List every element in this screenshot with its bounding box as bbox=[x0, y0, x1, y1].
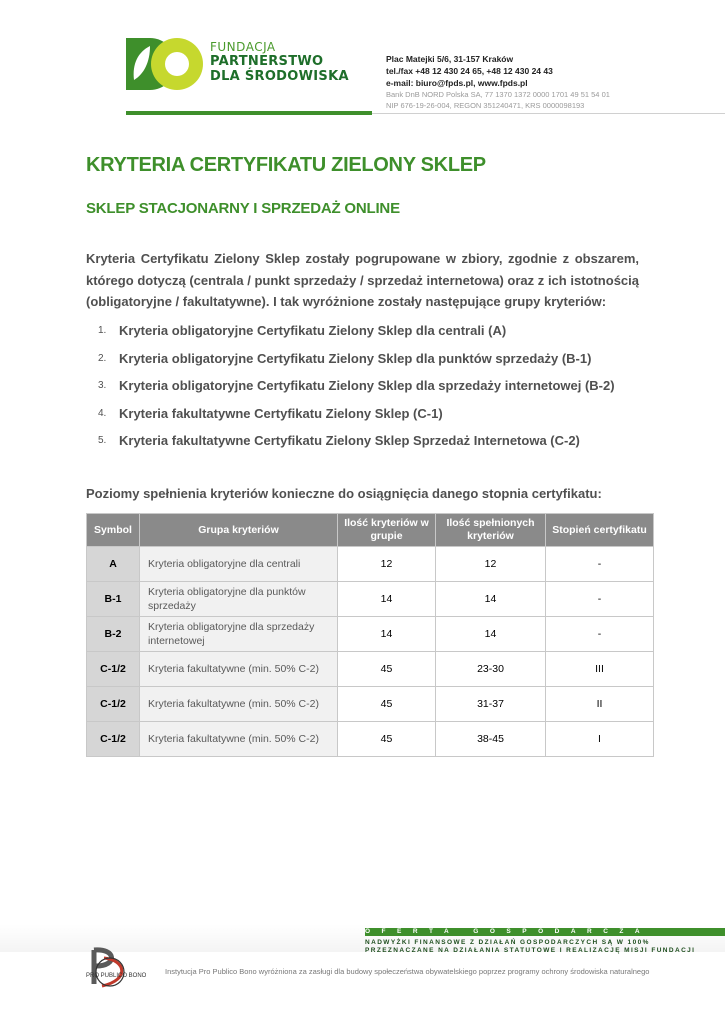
group-cell: Kryteria obligatoryjne dla punktów sprzedaży bbox=[140, 582, 338, 617]
column-header: Symbol bbox=[87, 514, 140, 547]
column-header: Ilość kryteriów w grupie bbox=[338, 514, 436, 547]
symbol-cell: C-1/2 bbox=[87, 687, 140, 722]
table-row bbox=[87, 582, 654, 617]
list-number: 3. bbox=[98, 380, 107, 392]
fulfilled-cell: 31-37 bbox=[436, 687, 546, 722]
ppb-caption: Instytucja Pro Publico Bono wyróżniona za zasługi dla budowy społeczeństwa obywatelskiego poprzez programy ochrony środowiska naturalnego bbox=[165, 967, 650, 976]
org-line-2: PARTNERSTWO bbox=[210, 54, 324, 69]
symbol-cell: B-2 bbox=[87, 617, 140, 652]
list-item bbox=[86, 427, 646, 455]
degree-cell: - bbox=[546, 617, 654, 652]
group-cell: Kryteria fakultatywne (min. 50% C-2) bbox=[140, 687, 338, 722]
org-line-3: DLA ŚRODOWISKA bbox=[210, 69, 349, 84]
group-cell: Kryteria fakultatywne (min. 50% C-2) bbox=[140, 652, 338, 687]
ppb-logo-text: PRO PUBLICO BONO bbox=[86, 973, 146, 979]
table-header-row bbox=[87, 514, 654, 547]
email-link[interactable]: e-mail: biuro@fpds.pl, www.fpds.pl bbox=[386, 78, 528, 88]
list-number: 4. bbox=[98, 407, 107, 419]
table-row bbox=[87, 687, 654, 722]
degree-cell: - bbox=[546, 582, 654, 617]
offer-label: OFERTA GOSPODARCZA bbox=[365, 928, 652, 935]
degree-cell: I bbox=[546, 722, 654, 757]
contact-block bbox=[386, 53, 610, 111]
list-item bbox=[86, 317, 646, 345]
list-item bbox=[86, 372, 646, 400]
column-header: Stopień certyfikatu bbox=[546, 514, 654, 547]
count-cell: 45 bbox=[338, 652, 436, 687]
symbol-cell: C-1/2 bbox=[87, 652, 140, 687]
criteria-groups-list bbox=[86, 317, 646, 455]
table-row bbox=[87, 722, 654, 757]
table-row bbox=[87, 652, 654, 687]
header-green-rule bbox=[126, 111, 372, 115]
count-cell: 45 bbox=[338, 722, 436, 757]
group-cell: Kryteria obligatoryjne dla sprzedaży internetowej bbox=[140, 617, 338, 652]
surplus-line-2: PRZEZNACZANE NA DZIAŁANIA STATUTOWE I REALIZACJĘ MISJI FUNDACJI bbox=[365, 947, 696, 954]
column-header: Ilość spełnionych kryteriów bbox=[436, 514, 546, 547]
degree-cell: II bbox=[546, 687, 654, 722]
foundation-name bbox=[210, 40, 349, 84]
certificate-levels-table bbox=[86, 513, 654, 757]
count-cell: 14 bbox=[338, 617, 436, 652]
degree-cell: III bbox=[546, 652, 654, 687]
column-header: Grupa kryteriów bbox=[140, 514, 338, 547]
fulfilled-cell: 14 bbox=[436, 617, 546, 652]
fulfilled-cell: 23-30 bbox=[436, 652, 546, 687]
list-text: Kryteria obligatoryjne Certyfikatu Zielony Sklep dla sprzedaży internetowej (B-2) bbox=[119, 378, 615, 394]
fpds-logo-icon bbox=[124, 36, 204, 92]
address: Plac Matejki 5/6, 31-157 Kraków bbox=[386, 54, 514, 64]
list-number: 2. bbox=[98, 352, 107, 364]
bank-account: Bank DnB NORD Polska SA, 77 1370 1372 0000 1701 49 51 54 01 bbox=[386, 90, 610, 99]
list-text: Kryteria fakultatywne Certyfikatu Zielony Sklep Sprzedaż Internetowa (C-2) bbox=[119, 433, 580, 449]
pro-publico-bono-logo-icon bbox=[86, 944, 146, 994]
header-gray-rule bbox=[372, 113, 725, 114]
table-row bbox=[87, 617, 654, 652]
count-cell: 14 bbox=[338, 582, 436, 617]
list-text: Kryteria fakultatywne Certyfikatu Zielony Sklep (C-1) bbox=[119, 405, 443, 421]
count-cell: 45 bbox=[338, 687, 436, 722]
group-cell: Kryteria fakultatywne (min. 50% C-2) bbox=[140, 722, 338, 757]
surplus-note bbox=[365, 939, 695, 955]
list-text: Kryteria obligatoryjne Certyfikatu Zielony Sklep dla centrali (A) bbox=[119, 323, 507, 339]
list-item bbox=[86, 345, 646, 373]
phone: tel./fax +48 12 430 24 65, +48 12 430 24 43 bbox=[386, 66, 553, 76]
fulfilled-cell: 38-45 bbox=[436, 722, 546, 757]
symbol-cell: B-1 bbox=[87, 582, 140, 617]
list-text: Kryteria obligatoryjne Certyfikatu Zielony Sklep dla punktów sprzedaży (B-1) bbox=[119, 350, 592, 366]
list-number: 5. bbox=[98, 435, 107, 447]
list-number: 1. bbox=[98, 325, 107, 337]
surplus-line-1: NADWYŻKI FINANSOWE Z DZIAŁAŃ GOSPODARCZYCH SĄ W 100% bbox=[365, 939, 650, 946]
org-line-1: FUNDACJA bbox=[210, 40, 276, 54]
page-title: KRYTERIA CERTYFIKATU ZIELONY SKLEP bbox=[86, 154, 486, 176]
symbol-cell: C-1/2 bbox=[87, 722, 140, 757]
intro-paragraph: Kryteria Certyfikatu Zielony Sklep zostały pogrupowane w zbiory, zgodnie z obszarem, którego dotyczą (centrala / punkt sprzedaży / sprzedaż internetowa) oraz z ich istotnością (obligatoryjne / fakultatywne). I tak wyróżnione zostały następujące grupy kryteriów: bbox=[86, 251, 639, 309]
count-cell: 12 bbox=[338, 547, 436, 582]
levels-heading: Poziomy spełnienia kryteriów konieczne do osiągnięcia danego stopnia certyfikatu: bbox=[86, 486, 602, 501]
symbol-cell: A bbox=[87, 547, 140, 582]
degree-cell: - bbox=[546, 547, 654, 582]
list-item bbox=[86, 400, 646, 428]
page-subtitle: SKLEP STACJONARNY I SPRZEDAŻ ONLINE bbox=[86, 200, 400, 217]
table-row bbox=[87, 547, 654, 582]
registry-numbers: NIP 676-19-26-004, REGON 351240471, KRS 0000098193 bbox=[386, 101, 585, 110]
group-cell: Kryteria obligatoryjne dla centrali bbox=[140, 547, 338, 582]
fulfilled-cell: 12 bbox=[436, 547, 546, 582]
fulfilled-cell: 14 bbox=[436, 582, 546, 617]
